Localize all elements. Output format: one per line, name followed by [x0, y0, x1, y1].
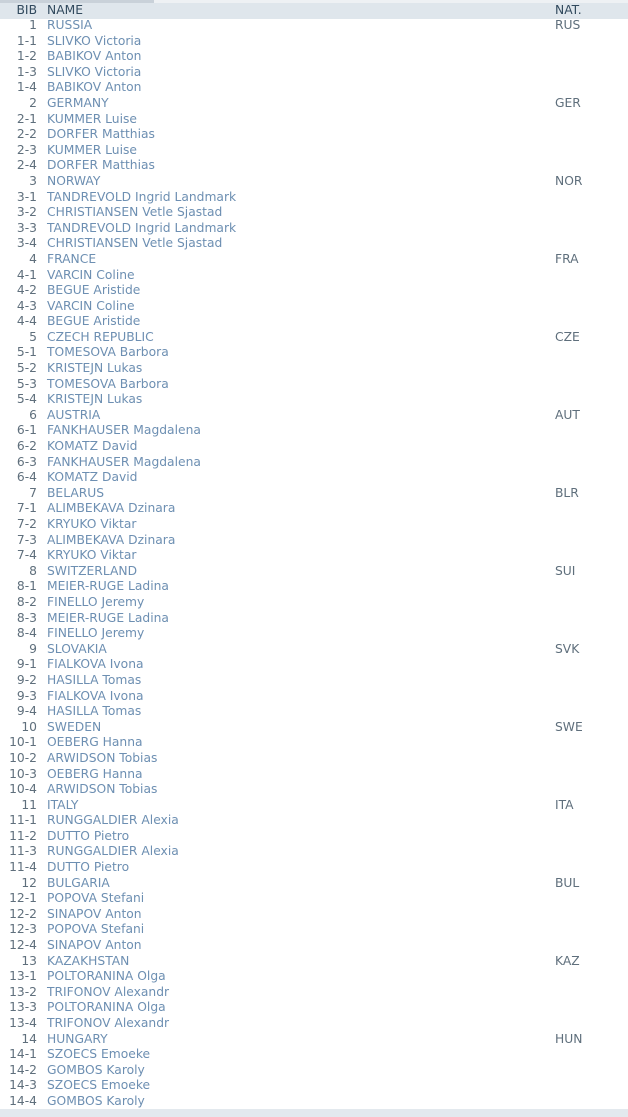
table-row[interactable]	[0, 392, 628, 408]
name-cell[interactable]: RUNGGALDIER Alexia	[47, 813, 179, 828]
table-row[interactable]	[0, 813, 628, 829]
bib-cell: 11	[21, 797, 37, 812]
bib-cell: 4-4	[16, 314, 37, 329]
table-row[interactable]	[0, 283, 628, 299]
table-row[interactable]	[0, 969, 628, 985]
bib-cell: 12-2	[9, 906, 37, 921]
name-cell[interactable]: KOMATZ David	[47, 470, 138, 485]
nat-cell: KAZ	[555, 953, 580, 968]
nat-cell: CZE	[555, 329, 580, 344]
bib-cell: 3	[29, 173, 37, 188]
table-row[interactable]	[0, 1047, 628, 1063]
bib-cell: 6-3	[16, 454, 37, 469]
bib-cell: 6	[29, 407, 37, 422]
nat-cell: GER	[555, 95, 581, 110]
name-cell[interactable]: POPOVA Stefani	[47, 922, 145, 937]
name-cell[interactable]: KRISTEJN Lukas	[47, 361, 143, 376]
name-cell[interactable]: SZOECS Emoeke	[47, 1047, 151, 1062]
bib-cell: 4-2	[16, 283, 37, 298]
bib-cell: 9-3	[16, 688, 37, 703]
table-header	[0, 3, 628, 19]
name-cell[interactable]: SZOECS Emoeke	[47, 1078, 151, 1093]
nat-cell: SVK	[555, 641, 580, 656]
table-row[interactable]	[0, 455, 628, 471]
bib-cell: 4	[29, 251, 37, 266]
name-cell[interactable]: BEGUE Aristide	[47, 314, 141, 329]
name-cell[interactable]: OEBERG Hanna	[47, 735, 143, 750]
bib-cell: 7-1	[16, 501, 37, 516]
table-row[interactable]	[0, 533, 628, 549]
bib-cell: 7	[29, 485, 37, 500]
bib-cell: 1-3	[16, 64, 37, 79]
name-cell[interactable]: TOMESOVA Barbora	[47, 376, 169, 391]
bib-cell: 6-4	[16, 470, 37, 485]
name-cell[interactable]: DUTTO Pietro	[47, 860, 130, 875]
name-cell[interactable]: FIALKOVA Ivona	[47, 688, 144, 703]
bib-cell: 6-2	[16, 439, 37, 454]
table-row[interactable]	[0, 252, 628, 268]
bib-cell: 3-2	[16, 205, 37, 220]
name-cell[interactable]: RUSSIA	[47, 18, 93, 32]
table-row[interactable]	[0, 642, 628, 658]
table-row[interactable]	[0, 782, 628, 798]
table-row[interactable]	[0, 954, 628, 970]
table-row[interactable]	[0, 798, 628, 814]
table-row[interactable]	[0, 423, 628, 439]
name-cell[interactable]: SLIVKO Victoria	[47, 64, 142, 79]
name-cell[interactable]: CHRISTIANSEN Vetle Sjastad	[47, 205, 223, 220]
name-cell[interactable]: AUSTRIA	[47, 407, 101, 422]
bib-cell: 1-1	[16, 33, 37, 48]
bib-cell: 8-4	[16, 626, 37, 641]
bib-cell: 4-3	[16, 298, 37, 313]
name-cell[interactable]: SINAPOV Anton	[47, 906, 142, 921]
table-row[interactable]	[0, 80, 628, 96]
name-cell[interactable]: BABIKOV Anton	[47, 80, 142, 95]
bib-cell: 13-3	[9, 1000, 37, 1015]
table-row[interactable]	[0, 361, 628, 377]
name-cell[interactable]: POLTORANINA Olga	[47, 969, 166, 984]
name-cell[interactable]: RUNGGALDIER Alexia	[47, 844, 179, 859]
nat-cell: ITA	[555, 797, 574, 812]
table-row[interactable]	[0, 439, 628, 455]
table-row[interactable]	[0, 127, 628, 143]
name-cell[interactable]: SLOVAKIA	[47, 641, 107, 656]
name-cell[interactable]: POLTORANINA Olga	[47, 1000, 166, 1015]
bib-cell: 7-3	[16, 532, 37, 547]
name-cell[interactable]: BELARUS	[47, 485, 105, 500]
bib-cell: 5	[29, 329, 37, 344]
table-row[interactable]	[0, 112, 628, 128]
table-row[interactable]	[0, 314, 628, 330]
name-cell[interactable]: TANDREVOLD Ingrid Landmark	[47, 220, 237, 235]
name-cell[interactable]: MEIER-RUGE Ladina	[47, 610, 169, 625]
bib-cell: 4-1	[16, 267, 37, 282]
name-cell[interactable]: FINELLO Jeremy	[47, 594, 145, 609]
name-cell[interactable]: OEBERG Hanna	[47, 766, 143, 781]
bib-cell: 10-1	[9, 735, 37, 750]
table-row[interactable]	[0, 767, 628, 783]
nat-cell: HUN	[555, 1031, 583, 1046]
table-row[interactable]	[0, 190, 628, 206]
name-cell[interactable]: POPOVA Stefani	[47, 891, 145, 906]
table-row[interactable]	[0, 205, 628, 221]
name-cell[interactable]: GOMBOS Karoly	[47, 1062, 145, 1077]
name-cell[interactable]: HUNGARY	[47, 1031, 108, 1046]
name-cell[interactable]: GERMANY	[47, 95, 109, 110]
bib-cell: 2-3	[16, 142, 37, 157]
table-row[interactable]	[0, 470, 628, 486]
nat-cell: NOR	[555, 173, 583, 188]
table-row[interactable]	[0, 595, 628, 611]
table-row[interactable]	[0, 1016, 628, 1032]
name-cell[interactable]: KRYUKO Viktar	[47, 548, 137, 563]
bib-cell: 9-4	[16, 704, 37, 719]
name-cell[interactable]: TRIFONOV Alexandr	[47, 1016, 170, 1030]
table-row[interactable]	[0, 408, 628, 424]
name-cell[interactable]: ARWIDSON Tobias	[47, 782, 158, 797]
table-row[interactable]	[0, 1094, 628, 1110]
name-cell[interactable]: FRANCE	[47, 251, 97, 266]
name-cell[interactable]: FANKHAUSER Magdalena	[47, 423, 201, 438]
name-cell[interactable]: FIALKOVA Ivona	[47, 657, 144, 672]
bib-cell: 9-1	[16, 657, 37, 672]
bib-cell: 8-3	[16, 610, 37, 625]
name-cell[interactable]: SLIVKO Victoria	[47, 33, 142, 48]
bottom-bar	[0, 1109, 628, 1117]
name-cell[interactable]: SINAPOV Anton	[47, 938, 142, 953]
bib-cell: 14-2	[9, 1062, 37, 1077]
bib-cell: 11-4	[9, 860, 37, 875]
bib-cell: 14-3	[9, 1078, 37, 1093]
name-cell[interactable]: KOMATZ David	[47, 439, 138, 454]
table-row[interactable]	[0, 330, 628, 346]
table-row[interactable]	[0, 18, 628, 34]
table-row[interactable]	[0, 720, 628, 736]
bib-cell: 10-4	[9, 782, 37, 797]
table-row[interactable]	[0, 377, 628, 393]
table-row[interactable]	[0, 689, 628, 705]
name-cell[interactable]: BULGARIA	[47, 875, 110, 890]
table-row[interactable]	[0, 486, 628, 502]
table-row[interactable]	[0, 704, 628, 720]
table-row[interactable]	[0, 626, 628, 642]
nat-cell: RUS	[555, 18, 581, 32]
table-row[interactable]	[0, 65, 628, 81]
name-cell[interactable]: DORFER Matthias	[47, 127, 155, 142]
name-cell[interactable]: MEIER-RUGE Ladina	[47, 579, 169, 594]
bib-cell: 10-2	[9, 750, 37, 765]
table-row[interactable]	[0, 501, 628, 517]
bib-cell: 1	[29, 18, 37, 32]
name-cell[interactable]: CHRISTIANSEN Vetle Sjastad	[47, 236, 223, 251]
table-row[interactable]	[0, 143, 628, 159]
bib-cell: 5-1	[16, 345, 37, 360]
bib-cell: 5-4	[16, 392, 37, 407]
table-row[interactable]	[0, 860, 628, 876]
bib-cell: 5-2	[16, 361, 37, 376]
nat-cell: SUI	[555, 563, 576, 578]
table-row[interactable]	[0, 907, 628, 923]
bib-cell: 1-2	[16, 49, 37, 64]
bib-cell: 13-1	[9, 969, 37, 984]
table-row[interactable]	[0, 49, 628, 65]
bib-cell: 6-1	[16, 423, 37, 438]
table-row[interactable]	[0, 174, 628, 190]
bib-cell: 12-1	[9, 891, 37, 906]
bib-cell: 1-4	[16, 80, 37, 95]
name-cell[interactable]: FINELLO Jeremy	[47, 626, 145, 641]
table-row[interactable]	[0, 611, 628, 627]
table-row[interactable]	[0, 938, 628, 954]
name-cell[interactable]: ITALY	[47, 797, 79, 812]
name-cell[interactable]: HASILLA Tomas	[47, 704, 142, 719]
bib-cell: 2-4	[16, 158, 37, 173]
name-cell[interactable]: ARWIDSON Tobias	[47, 750, 158, 765]
name-cell[interactable]: DORFER Matthias	[47, 158, 155, 173]
table-row[interactable]	[0, 1000, 628, 1016]
name-cell[interactable]: GOMBOS Karoly	[47, 1093, 145, 1108]
table-row[interactable]	[0, 844, 628, 860]
table-row[interactable]	[0, 735, 628, 751]
bib-cell: 3-1	[16, 189, 37, 204]
name-cell[interactable]: CZECH REPUBLIC	[47, 329, 154, 344]
bib-cell: 10-3	[9, 766, 37, 781]
bib-cell: 7-4	[16, 548, 37, 563]
table-row[interactable]	[0, 891, 628, 907]
table-row[interactable]	[0, 922, 628, 938]
name-cell[interactable]: TANDREVOLD Ingrid Landmark	[47, 189, 237, 204]
bib-cell: 3-3	[16, 220, 37, 235]
name-cell[interactable]: TRIFONOV Alexandr	[47, 984, 170, 999]
name-cell[interactable]: KRYUKO Viktar	[47, 517, 137, 531]
name-cell[interactable]: KRISTEJN Lukas	[47, 392, 143, 407]
table-row[interactable]	[0, 1032, 628, 1048]
bib-cell: 2	[29, 95, 37, 110]
table-row[interactable]	[0, 829, 628, 845]
name-cell[interactable]: FANKHAUSER Magdalena	[47, 454, 201, 469]
bib-cell: 7-2	[16, 517, 37, 531]
bib-cell: 12-3	[9, 922, 37, 937]
name-cell[interactable]: SWEDEN	[47, 719, 102, 734]
bib-cell: 14	[21, 1031, 37, 1046]
nat-cell: BLR	[555, 485, 579, 500]
table-row[interactable]	[0, 1078, 628, 1094]
bib-cell: 8	[29, 563, 37, 578]
name-cell[interactable]: BABIKOV Anton	[47, 49, 142, 64]
bib-cell: 13	[21, 953, 37, 968]
table-row[interactable]	[0, 1063, 628, 1079]
name-cell[interactable]: VARCIN Coline	[47, 298, 135, 313]
bib-cell: 11-3	[9, 844, 37, 859]
bib-cell: 3-4	[16, 236, 37, 251]
table-row[interactable]	[0, 96, 628, 112]
table-row[interactable]	[0, 673, 628, 689]
name-cell[interactable]: SWITZERLAND	[47, 563, 138, 578]
column-header-bib: BIB	[16, 3, 37, 17]
bib-cell: 11-1	[9, 813, 37, 828]
table-row[interactable]	[0, 564, 628, 580]
name-cell[interactable]: HASILLA Tomas	[47, 672, 142, 687]
name-cell[interactable]: ALIMBEKAVA Dzinara	[47, 532, 176, 547]
table-row[interactable]	[0, 34, 628, 50]
table-row[interactable]	[0, 517, 628, 533]
name-cell[interactable]: KUMMER Luise	[47, 111, 137, 126]
name-cell[interactable]: KAZAKHSTAN	[47, 953, 130, 968]
table-row[interactable]	[0, 299, 628, 315]
column-header-nat: NAT.	[555, 3, 582, 17]
table-row[interactable]	[0, 751, 628, 767]
bib-cell: 11-2	[9, 828, 37, 843]
name-cell[interactable]: DUTTO Pietro	[47, 828, 130, 843]
table-row[interactable]	[0, 579, 628, 595]
name-cell[interactable]: TOMESOVA Barbora	[47, 345, 169, 360]
name-cell[interactable]: NORWAY	[47, 173, 101, 188]
bib-cell: 2-2	[16, 127, 37, 142]
bib-cell: 9-2	[16, 672, 37, 687]
name-cell[interactable]: KUMMER Luise	[47, 142, 137, 157]
nat-cell: SWE	[555, 719, 583, 734]
bib-cell: 14-1	[9, 1047, 37, 1062]
bib-cell: 14-4	[9, 1093, 37, 1108]
bib-cell: 13-4	[9, 1016, 37, 1030]
bib-cell: 10	[21, 719, 37, 734]
nat-cell: FRA	[555, 251, 579, 266]
bib-cell: 5-3	[16, 376, 37, 391]
table-row[interactable]	[0, 268, 628, 284]
name-cell[interactable]: VARCIN Coline	[47, 267, 135, 282]
name-cell[interactable]: ALIMBEKAVA Dzinara	[47, 501, 176, 516]
bib-cell: 8-2	[16, 594, 37, 609]
nat-cell: AUT	[555, 407, 580, 422]
table-row[interactable]	[0, 158, 628, 174]
bib-cell: 12-4	[9, 938, 37, 953]
bib-cell: 13-2	[9, 984, 37, 999]
bib-cell: 9	[29, 641, 37, 656]
start-list-table	[0, 18, 628, 1110]
table-row[interactable]	[0, 236, 628, 252]
bib-cell: 8-1	[16, 579, 37, 594]
nat-cell: BUL	[555, 875, 580, 890]
table-row[interactable]	[0, 985, 628, 1001]
table-row[interactable]	[0, 657, 628, 673]
table-row[interactable]	[0, 876, 628, 892]
table-row[interactable]	[0, 221, 628, 237]
table-row[interactable]	[0, 548, 628, 564]
bib-cell: 2-1	[16, 111, 37, 126]
bib-cell: 12	[21, 875, 37, 890]
table-row[interactable]	[0, 345, 628, 361]
name-cell[interactable]: BEGUE Aristide	[47, 283, 141, 298]
column-header-name: NAME	[47, 3, 83, 17]
